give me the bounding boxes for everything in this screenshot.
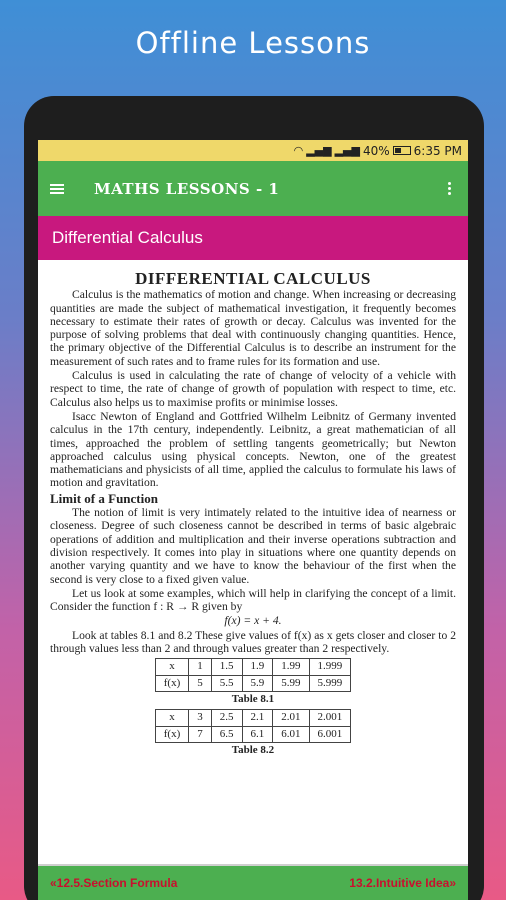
lesson-page <box>38 260 468 860</box>
table-8-2 <box>155 709 352 743</box>
paragraph-4: The notion of limit is very intimately related to the intuitive idea of nearness or closeness. Degree of such closeness cannot be described in terms of basic algebraic operations of addition and multiplication and their inverse operations subtraction and division respectively. It comes into play in situations where one quantity depends on another varying quantity and we have to know the behaviour of the first when the second is very close to a fixed given value. <box>50 506 456 586</box>
promo-title: Offline Lessons <box>135 26 371 60</box>
signal-icon-2: ▂▄▆ <box>334 144 360 157</box>
formula: f(x) = x + 4. <box>224 614 282 628</box>
app-screen <box>38 140 468 900</box>
table-cell: 5.5 <box>211 675 242 691</box>
table-cell: 1.5 <box>211 659 242 675</box>
signal-icon: ▂▄▆ <box>306 144 332 157</box>
app-bar <box>38 161 468 216</box>
paragraph-5: Let us look at some examples, which will help in clarifying the concept of a limit. Consider the function f : R → R given by <box>50 586 456 614</box>
table-cell: 5.999 <box>309 675 351 691</box>
table-cell: x <box>155 659 189 675</box>
next-lesson-link[interactable]: 13.2.Intuitive Idea» <box>349 876 456 890</box>
status-bar <box>38 140 468 161</box>
table-row <box>155 710 351 726</box>
table-cell: 6.5 <box>211 726 242 742</box>
lesson-nav-bar <box>38 864 468 900</box>
paragraph-6: Look at tables 8.1 and 8.2 These give values of f(x) as x gets closer and closer to 2 through values less than 2 and through values greater than 2 respectively. <box>50 628 456 656</box>
table-cell: f(x) <box>155 726 189 742</box>
subheading-limit: Limit of a Function <box>50 490 158 506</box>
battery-icon <box>393 146 411 155</box>
table-cell: f(x) <box>155 675 189 691</box>
paragraph-1: Calculus is the mathematics of motion and change. When increasing or decreasing quantities are made the subject of mathematical investigation, it frequently becomes necessary to estimate their rates of growth or decay. Calculus was invented for the purpose of solving problems that deal with continuously changing quantities. Hence, the primary objective of the Differential Calculus is to describe an instrument for the measurement of such rates and to frame rules for its formation and use. <box>50 288 456 368</box>
table-cell: x <box>155 710 189 726</box>
paragraph-2: Calculus is used in calculating the rate of change of velocity of a vehicle with respect to time, the rate of change of growth of population with respect to time, etc. Calculus also helps us to maximise profits or minimise losses. <box>50 369 456 409</box>
table-cell: 5.99 <box>273 675 309 691</box>
table-cell: 1.9 <box>242 659 273 675</box>
table-row <box>155 675 351 691</box>
table-cell: 2.1 <box>242 710 273 726</box>
paragraph-3: Isacc Newton of England and Gottfried Wilhelm Leibnitz of Germany invented calculus in the 17th century, independently. Leibnitz, a great mathematician of all times, approached the problem of settling tangents geometrically; but Newton approached calculus using physical concepts. Newton, one of the greatest mathematicians and physicists of all time, applied the calculus to formulate his laws of motion and gravitation. <box>50 409 456 490</box>
battery-percent: 40% <box>362 143 390 158</box>
table-cell: 5.9 <box>242 675 273 691</box>
table-cell: 1.99 <box>273 659 309 675</box>
table-row <box>155 659 351 675</box>
table-cell: 6.001 <box>309 726 351 742</box>
section-title: Differential Calculus <box>38 216 468 260</box>
wifi-icon: ◠ <box>293 144 304 157</box>
document-title: DIFFERENTIAL CALCULUS <box>135 269 371 288</box>
prev-lesson-link[interactable]: «12.5.Section Formula <box>50 876 178 890</box>
table-cell: 5 <box>189 675 212 691</box>
table-cell: 6.1 <box>242 726 273 742</box>
menu-icon[interactable] <box>50 184 64 194</box>
table-cell: 1 <box>189 659 212 675</box>
table-row <box>155 726 351 742</box>
table-cell: 6.01 <box>273 726 309 742</box>
app-title: MATHS LESSONS - 1 <box>94 179 280 198</box>
table-cell: 1.999 <box>309 659 351 675</box>
table-cell: 2.5 <box>211 710 242 726</box>
overflow-menu-icon[interactable] <box>442 182 456 195</box>
table-cell: 3 <box>189 710 212 726</box>
table-8-1 <box>155 658 352 692</box>
table-caption: Table 8.2 <box>231 743 275 756</box>
table-cell: 2.001 <box>309 710 351 726</box>
table-cell: 2.01 <box>273 710 309 726</box>
table-cell: 7 <box>189 726 212 742</box>
table-caption: Table 8.1 <box>231 692 275 705</box>
status-time: 6:35 PM <box>413 143 462 158</box>
